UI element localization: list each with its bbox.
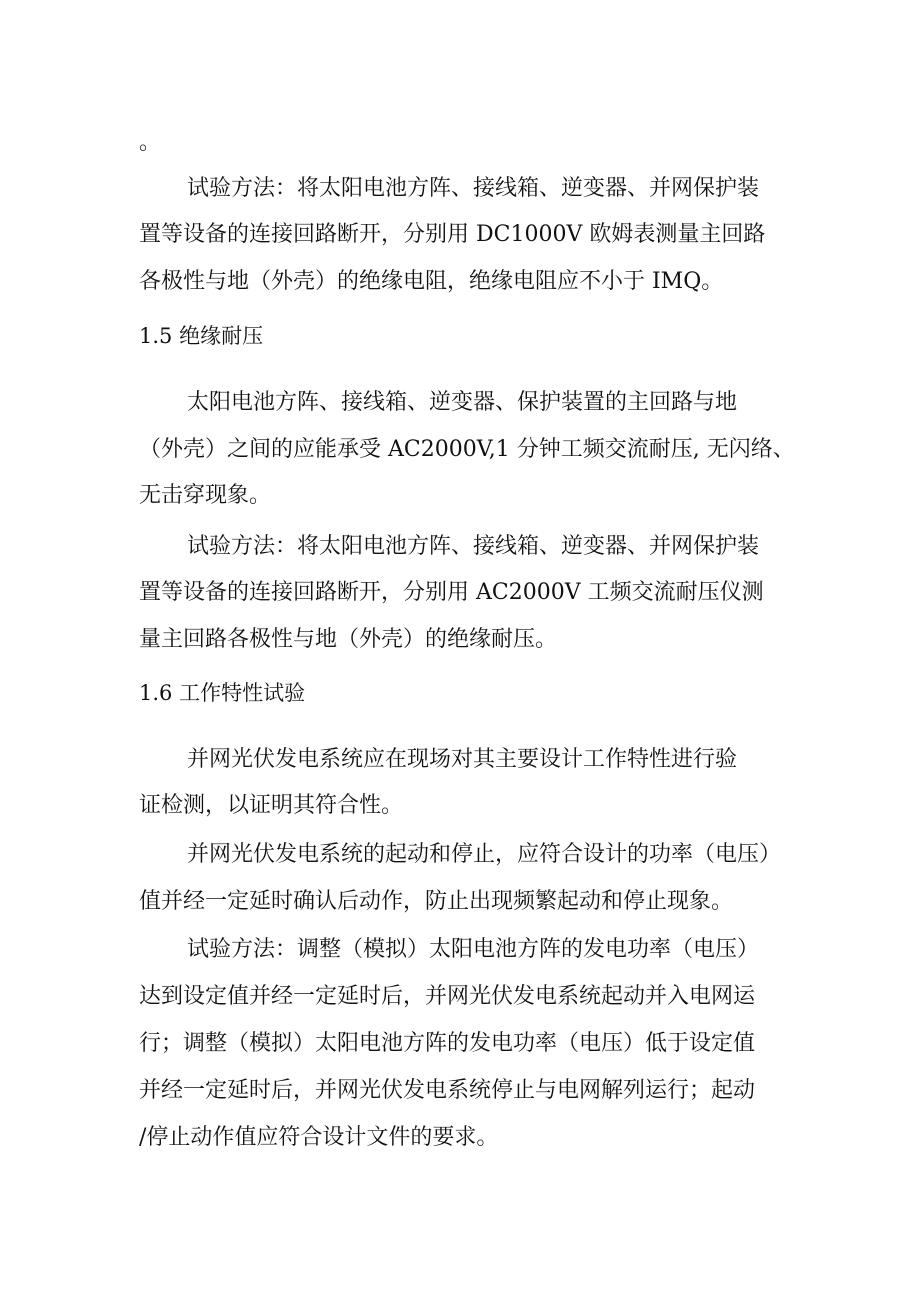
paragraph-line: （外壳）之间的应能承受 AC2000V,1 分钟工频交流耐压, 无闪络、 — [139, 437, 795, 462]
paragraph-line: 达到设定值并经一定延时后，并网光伏发电系统起动并入电网运 — [139, 984, 756, 1009]
section-heading: 1.6 工作特性试验 — [139, 681, 306, 705]
paragraph-line: 太阳电池方阵、接线箱、逆变器、保护装置的主回路与地 — [187, 390, 738, 415]
paragraph-line: /停止动作值应符合设计文件的要求。 — [139, 1125, 499, 1150]
paragraph-line: 并网光伏发电系统的起动和停止，应符合设计的功率（电压） — [187, 842, 782, 867]
paragraph-line: 值并经一定延时确认后动作，防止出现频繁起动和停止现象。 — [139, 889, 734, 914]
section-heading: 1.5 绝缘耐压 — [139, 324, 264, 348]
paragraph-line: 试验方法：将太阳电池方阵、接线箱、逆变器、并网保护装 — [187, 534, 760, 559]
paragraph-line: 各极性与地（外壳）的绝缘电阻，绝缘电阻应不小于 IMQ。 — [139, 269, 724, 294]
paragraph-line: 并经一定延时后，并网光伏发电系统停止与电网解列运行；起动 — [139, 1078, 756, 1103]
paragraph-line: 试验方法：调整（模拟）太阳电池方阵的发电功率（电压） — [187, 937, 760, 962]
paragraph-line: 试验方法：将太阳电池方阵、接线箱、逆变器、并网保护装 — [187, 176, 760, 201]
paragraph-line: 置等设备的连接回路断开，分别用 AC2000V 工频交流耐压仪测 — [139, 580, 764, 605]
paragraph-line: 量主回路各极性与地（外壳）的绝缘耐压。 — [139, 627, 558, 652]
paragraph-line: 证检测，以证明其符合性。 — [139, 793, 404, 818]
paragraph-line: 并网光伏发电系统应在现场对其主要设计工作特性进行验 — [187, 747, 738, 772]
text-line: 。 — [139, 130, 162, 155]
paragraph-line: 无击穿现象。 — [139, 483, 272, 508]
paragraph-line: 行；调整（模拟）太阳电池方阵的发电功率（电压）低于设定值 — [139, 1031, 756, 1056]
paragraph-line: 置等设备的连接回路断开，分别用 DC1000V 欧姆表测量主回路 — [139, 222, 766, 247]
